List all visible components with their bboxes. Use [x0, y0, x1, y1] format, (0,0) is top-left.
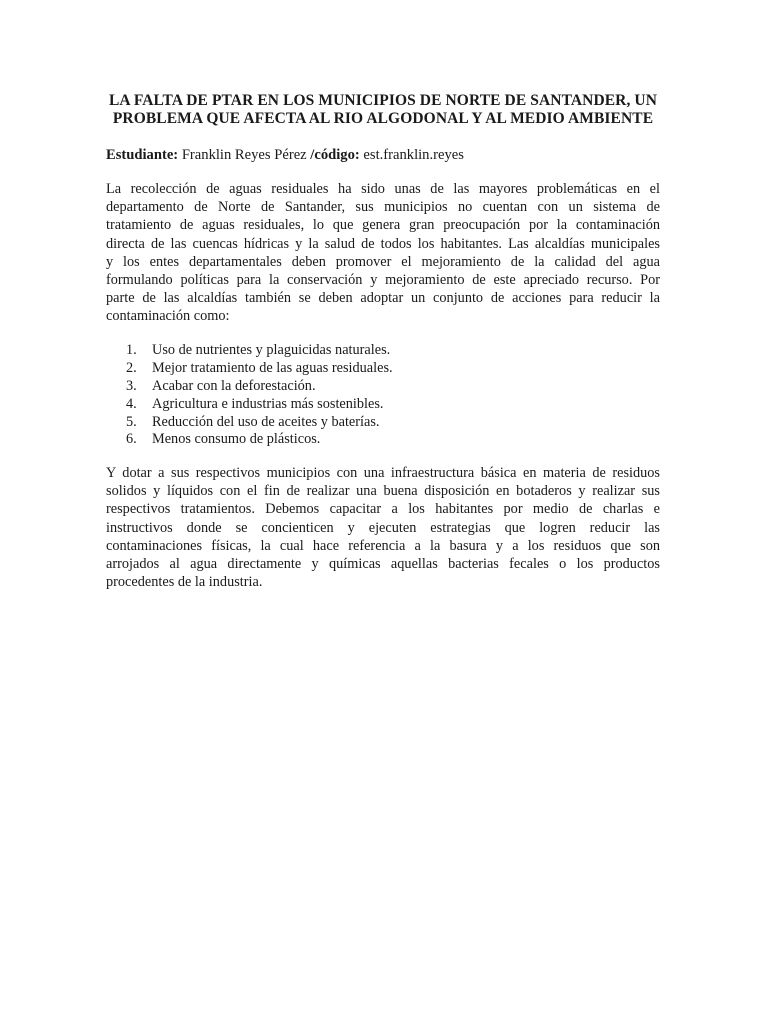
list-item-number: 1.: [126, 342, 137, 358]
list-item-number: 6.: [126, 431, 137, 448]
list-item-text: Reducción del uso de aceites y baterías.: [152, 413, 380, 430]
paragraph-line: contaminaciones físicas, la cual hace referencia a la basura y a los residuos que son: [106, 537, 660, 554]
paragraph-line: respectivos tratamientos. Debemos capacitar a los habitantes por medio de charlas e: [106, 501, 660, 518]
paragraph-line: La recolección de aguas residuales ha sido unas de las mayores problemáticas en el: [106, 181, 660, 197]
title-line: PROBLEMA QUE AFECTA AL RIO ALGODONAL Y AL MEDIO AMBIENTE: [112, 110, 654, 127]
paragraph-conclusion: [106, 464, 660, 591]
document-title: [106, 92, 660, 128]
actions-list: [106, 342, 660, 449]
list-item-text: Agricultura e industrias más sostenibles.: [152, 395, 384, 412]
student-code: est.franklin.reyes: [359, 147, 464, 163]
student-name: Franklin Reyes Pérez: [178, 147, 311, 163]
list-item-text: Acabar con la deforestación.: [152, 377, 316, 394]
list-item: [106, 342, 660, 360]
paragraph-intro: [106, 180, 660, 326]
paragraph-line: instructivos donde se concienticen y ejecuten estrategias que logren reducir las: [106, 519, 660, 536]
code-label: /código:: [310, 147, 360, 163]
paragraph-line: contaminación como:: [106, 308, 230, 325]
paragraph-line: formulando políticas para la conservación y mejoramiento de este apreciado recurso. Por: [106, 271, 660, 288]
paragraph-line: parte de las alcaldías también se deben adoptar un conjunto de acciones para reducir la: [106, 290, 660, 307]
student-label: Estudiante:: [106, 147, 179, 163]
list-item: [106, 360, 660, 378]
paragraph-line: tratamiento de aguas residuales, lo que genera gran preocupación por la contaminación: [106, 217, 660, 234]
list-item-number: 2.: [126, 359, 137, 376]
list-item-number: 5.: [126, 413, 137, 430]
paragraph-line: departamento de Norte de Santander, sus municipios no cuentan con un sistema de: [106, 199, 660, 216]
list-item: [106, 396, 660, 414]
list-item: [106, 414, 660, 432]
paragraph-line: solidos y líquidos con el fin de realizar una buena disposición en botaderos y realizar sus: [106, 483, 660, 500]
paragraph-line: y los entes departamentales deben promover el mejoramiento de la calidad del agua: [106, 253, 660, 270]
list-item-text: Menos consumo de plásticos.: [152, 431, 321, 448]
list-item: [106, 378, 660, 396]
list-item-number: 4.: [126, 395, 137, 412]
list-item-text: Mejor tratamiento de las aguas residuales.: [152, 359, 393, 376]
student-info: [106, 146, 660, 164]
paragraph-line: arrojados al agua directamente y químicas aquellas bacterias fecales o los productos: [106, 555, 660, 572]
list-item-text: Uso de nutrientes y plaguicidas naturales.: [152, 342, 391, 358]
list-item-number: 3.: [126, 377, 137, 394]
paragraph-line: directa de las cuencas hídricas y la salud de todos los habitantes. Las alcaldías municipales: [106, 235, 660, 252]
list-item: [106, 431, 660, 449]
title-line: LA FALTA DE PTAR EN LOS MUNICIPIOS DE NORTE DE SANTANDER, UN: [108, 92, 658, 109]
paragraph-line: procedentes de la industria.: [106, 574, 263, 591]
paragraph-line: Y dotar a sus respectivos municipios con una infraestructura básica en materia de residuos: [106, 465, 660, 481]
